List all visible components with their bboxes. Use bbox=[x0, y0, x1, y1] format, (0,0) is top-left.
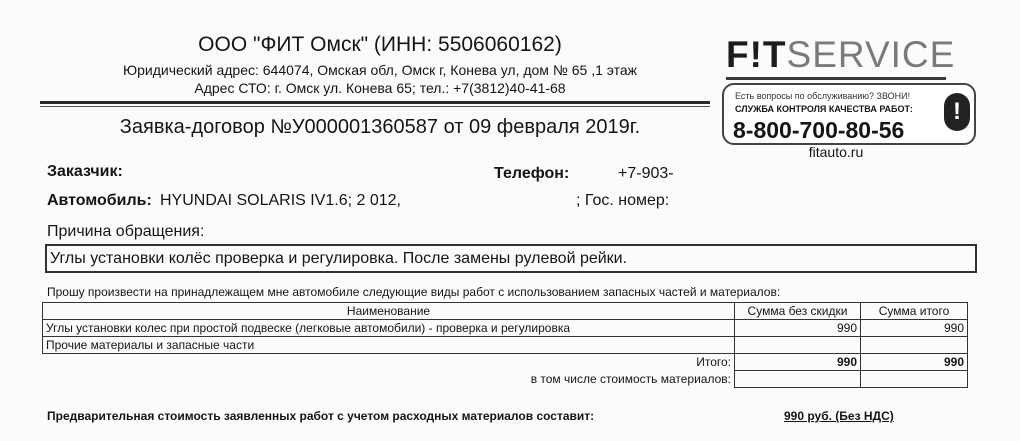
column-header-name: Наименование bbox=[43, 303, 735, 320]
phone-value: +7-903- bbox=[618, 165, 674, 182]
table-header-row bbox=[43, 303, 968, 320]
row-name: Углы установки колес при простой подвеске (легковые автомобили) - проверка и регулировка bbox=[43, 320, 735, 337]
works-table bbox=[42, 302, 968, 388]
reason-label: Причина обращения: bbox=[47, 223, 205, 240]
total-row bbox=[43, 354, 968, 371]
footer-price: 990 руб. (Без НДС) bbox=[784, 409, 894, 423]
plate-label: ; Гос. номер: bbox=[576, 192, 670, 209]
logo-underline bbox=[726, 77, 946, 80]
header-divider-thin bbox=[40, 106, 710, 107]
total-label: Итого: bbox=[696, 355, 731, 370]
row-total bbox=[861, 337, 968, 354]
contract-title: Заявка-договор №У000001360587 от 09 февраля 2019г. bbox=[119, 116, 641, 138]
row-sum bbox=[735, 337, 861, 354]
works-intro: Прошу произвести на принадлежащем мне автомобиле следующие виды работ с использованием запасных частей и материалов: bbox=[47, 285, 781, 299]
hotline-phone: 8-800-700-80-56 bbox=[733, 117, 905, 143]
column-header-total: Сумма итого bbox=[861, 303, 968, 320]
phone-label: Телефон: bbox=[494, 165, 570, 182]
service-address: Адрес СТО: г. Омск ул. Конева 65; тел.: +7(3812)40-41-68 bbox=[194, 80, 566, 96]
total-sum: 990 bbox=[735, 354, 861, 371]
car-label: Автомобиль: bbox=[47, 192, 152, 209]
footer-text: Предварительная стоимость заявленных работ с учетом расходных материалов составит: bbox=[47, 409, 595, 423]
header-divider-thick bbox=[40, 101, 710, 104]
company-name: ООО "ФИТ Омск" (ИНН: 5506060162) bbox=[198, 33, 562, 56]
materials-row bbox=[43, 371, 968, 388]
car-value bbox=[160, 192, 669, 210]
customer-label: Заказчик: bbox=[47, 163, 123, 180]
hotline-question: Есть вопросы по обслуживанию? ЗВОНИ! bbox=[735, 91, 911, 101]
hotline-box bbox=[722, 83, 976, 145]
logo-service: SERVICE bbox=[786, 34, 956, 75]
fitservice-logo bbox=[726, 34, 955, 76]
reason-box bbox=[45, 244, 977, 273]
row-name: Прочие материалы и запасные части bbox=[43, 337, 735, 354]
row-sum: 990 bbox=[735, 320, 861, 337]
exclamation-icon: ! bbox=[944, 93, 970, 131]
materials-label: в том числе стоимость материалов: bbox=[530, 372, 731, 386]
reason-text: Углы установки колёс проверка и регулировка. После замены рулевой рейки. bbox=[50, 250, 628, 267]
materials-sum bbox=[735, 371, 861, 388]
logo-fit: F!T bbox=[726, 34, 787, 75]
website: fitauto.ru bbox=[808, 144, 864, 160]
legal-address: Юридический адрес: 644074, Омская обл, Омск г, Конева ул, дом № 65 ,1 этаж bbox=[122, 62, 637, 78]
hotline-service: СЛУЖБА КОНТРОЛЯ КАЧЕСТВА РАБОТ: bbox=[735, 104, 913, 114]
total-total: 990 bbox=[861, 354, 968, 371]
materials-total bbox=[861, 371, 968, 388]
car-model: HYUNDAI SOLARIS IV1.6; 2 012, bbox=[160, 192, 401, 209]
row-total: 990 bbox=[861, 320, 968, 337]
column-header-sum: Сумма без скидки bbox=[735, 303, 861, 320]
table-row bbox=[43, 320, 968, 337]
table-row bbox=[43, 337, 968, 354]
